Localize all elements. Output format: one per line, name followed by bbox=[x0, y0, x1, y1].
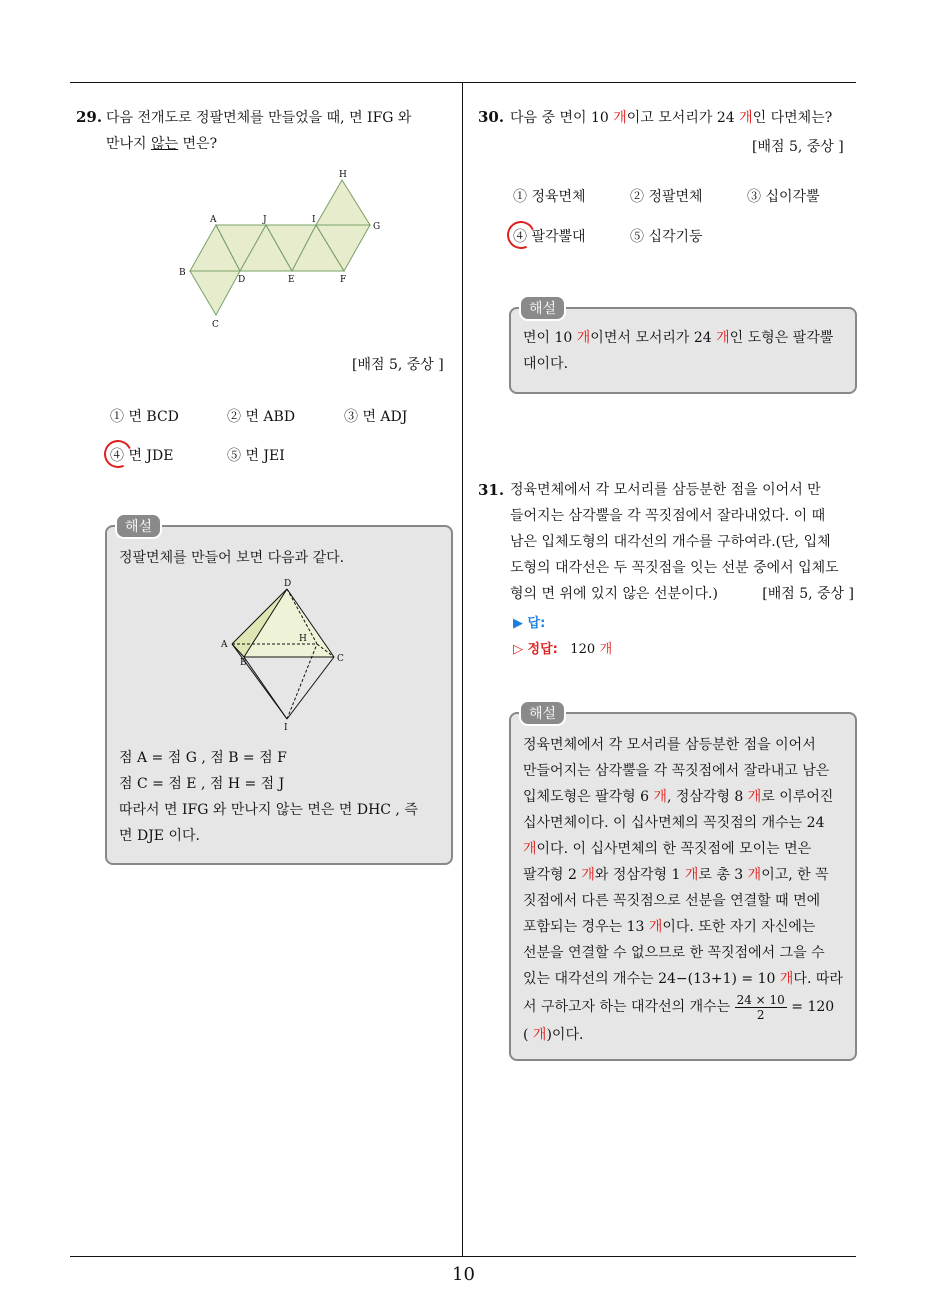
fraction bbox=[735, 993, 787, 1022]
explanation-line: 정육면체에서 각 모서리를 삼등분한 점을 이어서 bbox=[523, 737, 816, 753]
choice-2[interactable]: ② 면 ABD bbox=[227, 409, 296, 425]
explanation-line: 십사면체이다. 이 십사면체의 꼭짓점의 개수는 24 bbox=[523, 815, 825, 831]
text-segment: 팔각형 2 bbox=[523, 867, 582, 883]
correct-answer-row bbox=[513, 638, 612, 657]
choice-2[interactable]: ② 정팔면체 bbox=[630, 189, 703, 205]
octahedron-label: I bbox=[284, 723, 288, 733]
explanation-intro: 정팔면체를 만들어 보면 다음과 같다. bbox=[119, 550, 345, 566]
explanation-line: 따라서 면 IFG 와 만나지 않는 면은 면 DHC , 즉 bbox=[119, 802, 418, 818]
answer-label: ▶ 답: bbox=[513, 616, 546, 631]
text-segment: 형의 면 위에 있지 않은 선분이다.) bbox=[510, 586, 718, 602]
octahedron-figure bbox=[212, 577, 352, 733]
question-line: 남은 입체도형의 대각선의 개수를 구하여라.(단, 입체 bbox=[510, 534, 831, 550]
text-segment: 있는 대각선의 개수는 24−(13+1) = 10 bbox=[523, 971, 780, 987]
explanation-box bbox=[509, 706, 857, 1061]
question-line bbox=[106, 131, 456, 157]
question-number: 30. bbox=[478, 108, 505, 126]
explanation-line bbox=[523, 784, 855, 810]
text-segment: 다음 중 면이 10 bbox=[510, 110, 614, 126]
explanation-line bbox=[523, 325, 853, 351]
text-segment: 로 이루어진 bbox=[761, 789, 834, 805]
correct-answer-unit: 개 bbox=[599, 642, 613, 657]
column-divider bbox=[462, 83, 463, 1256]
explanation-line bbox=[523, 1022, 855, 1048]
score-label: [배점 5, 중상 ] bbox=[752, 139, 844, 155]
text-segment: 이고 모서리가 24 bbox=[626, 110, 740, 126]
text-segment: 인 도형은 팔각뿔 bbox=[729, 330, 834, 346]
explanation-line: 대이다. bbox=[523, 356, 569, 372]
explanation-body bbox=[523, 325, 853, 377]
explanation-line: 점 C = 점 E , 점 H = 점 J bbox=[119, 776, 285, 792]
question-number: 29. bbox=[76, 108, 103, 126]
unit-highlight: 개 bbox=[684, 867, 699, 883]
explanation-line bbox=[523, 862, 855, 888]
explanation-line: 점 A = 점 G , 점 B = 점 F bbox=[119, 750, 287, 766]
octahedron-label: C bbox=[337, 654, 344, 664]
question-line bbox=[510, 105, 860, 131]
text-segment: 이면서 모서리가 24 bbox=[590, 330, 717, 346]
unit-highlight: 개 bbox=[747, 789, 762, 805]
explanation-body bbox=[119, 745, 449, 849]
unit-highlight: 개 bbox=[716, 330, 730, 346]
correct-answer-mark bbox=[503, 217, 539, 253]
bottom-rule bbox=[70, 1256, 856, 1257]
unit-highlight: 개 bbox=[613, 110, 627, 126]
octahedron-label: B bbox=[240, 658, 247, 668]
net-face bbox=[316, 180, 370, 225]
explanation-body bbox=[523, 732, 855, 1048]
net-label: D bbox=[238, 275, 246, 285]
text-segment: 서 구하고자 하는 대각선의 개수는 bbox=[523, 999, 731, 1015]
net-label: H bbox=[339, 170, 347, 180]
underlined-word: 않는 bbox=[151, 136, 179, 152]
correct-answer-mark bbox=[100, 436, 136, 472]
unit-highlight: 개 bbox=[648, 919, 663, 935]
explanation-line bbox=[523, 966, 855, 992]
choice-5[interactable]: ⑤ 면 JEI bbox=[227, 448, 285, 464]
explanation-line bbox=[523, 914, 855, 940]
unit-highlight: 개 bbox=[779, 971, 794, 987]
explanation-box bbox=[509, 301, 857, 394]
unit-highlight: 개 bbox=[576, 330, 591, 346]
question-line: 들어지는 삼각뿔을 각 꼭짓점에서 잘라내었다. 이 때 bbox=[510, 508, 826, 524]
text-segment: 면이 10 bbox=[523, 330, 577, 346]
question-line: 다음 전개도로 정팔면체를 만들었을 때, 면 IFG 와 bbox=[106, 110, 412, 126]
net-label: B bbox=[179, 268, 186, 278]
net-label: G bbox=[373, 222, 381, 232]
unit-highlight: 개 bbox=[653, 789, 667, 805]
text-segment: 다. 따라 bbox=[793, 971, 843, 987]
choice-4[interactable]: ④ 팔각뿔대 bbox=[513, 229, 586, 245]
net-label: J bbox=[263, 215, 267, 225]
explanation-line bbox=[523, 836, 855, 862]
question-number: 31. bbox=[478, 481, 505, 499]
choice-1[interactable]: ① 면 BCD bbox=[110, 409, 179, 425]
choice-3[interactable]: ③ 면 ADJ bbox=[344, 409, 408, 425]
score-label: [배점 5, 중상 ] bbox=[352, 357, 444, 373]
text-segment: 만나지 bbox=[106, 136, 152, 152]
net-label: I bbox=[312, 215, 316, 225]
octahedron-label: A bbox=[221, 640, 228, 650]
explanation-tag: 해설 bbox=[519, 295, 566, 321]
octahedron-label: D bbox=[284, 579, 292, 589]
fraction-numerator: 24 × 10 bbox=[736, 992, 785, 1007]
choice-5[interactable]: ⑤ 십각기둥 bbox=[630, 229, 703, 245]
question-line: 정육면체에서 각 모서리를 삼등분한 점을 이어서 만 bbox=[510, 482, 821, 498]
choice-3[interactable]: ③ 십이각뿔 bbox=[747, 189, 820, 205]
text-segment: 이다. 또한 자기 자신에는 bbox=[662, 919, 816, 935]
page-number: 10 bbox=[452, 1264, 475, 1285]
text-segment: )이다. bbox=[546, 1027, 584, 1043]
fraction-denominator: 2 bbox=[756, 1007, 765, 1022]
explanation-line bbox=[523, 992, 855, 1022]
text-segment: 이다. 이 십사면체의 한 꼭짓점에 모이는 면은 bbox=[536, 841, 812, 857]
text-segment: 포함되는 경우는 13 bbox=[523, 919, 649, 935]
text-segment: = 120 bbox=[791, 999, 835, 1015]
question-line: 도형의 대각선은 두 꼭짓점을 잇는 선분 중에서 입체도 bbox=[510, 560, 839, 576]
text-segment: 이고, 한 꼭 bbox=[761, 867, 829, 883]
text-segment: 로 총 3 bbox=[698, 867, 748, 883]
explanation-tag: 해설 bbox=[519, 700, 566, 726]
net-label: F bbox=[340, 275, 347, 285]
text-segment: 입체도형은 팔각형 6 bbox=[523, 789, 654, 805]
explanation-line: 면 DJE 이다. bbox=[119, 828, 200, 844]
text-segment: 인 다면체는? bbox=[752, 110, 833, 126]
choice-1[interactable]: ① 정육면체 bbox=[513, 189, 586, 205]
question-text bbox=[106, 105, 456, 157]
net-face bbox=[190, 271, 240, 315]
explanation-line: 선분을 연결할 수 없으므로 한 꼭짓점에서 그을 수 bbox=[523, 945, 825, 961]
octahedron-label: H bbox=[299, 634, 307, 644]
text-segment: , 정삼각형 8 bbox=[666, 789, 748, 805]
question-text bbox=[510, 477, 860, 607]
correct-answer-label: ▷ 정답: bbox=[513, 642, 558, 657]
text-segment: 면은? bbox=[178, 136, 218, 152]
unit-highlight: 개 bbox=[747, 867, 762, 883]
net-label: A bbox=[210, 215, 217, 225]
explanation-tag: 해설 bbox=[115, 513, 162, 539]
choice-4[interactable]: ④ 면 JDE bbox=[110, 448, 174, 464]
unit-highlight: 개 bbox=[523, 841, 537, 857]
net-label: E bbox=[288, 275, 295, 285]
explanation-line: 만들어지는 삼각뿔을 각 꼭짓점에서 잘라내고 남은 bbox=[523, 763, 830, 779]
text-segment: 와 정삼각형 1 bbox=[594, 867, 685, 883]
unit-highlight: 개 bbox=[532, 1027, 547, 1043]
question-line bbox=[510, 581, 860, 607]
explanation-line: 짓점에서 다른 꼭짓점으로 선분을 연결할 때 면에 bbox=[523, 893, 821, 909]
net-label: C bbox=[212, 320, 219, 330]
correct-answer-value: 120 bbox=[570, 642, 596, 657]
explanation-box bbox=[105, 519, 453, 865]
score-label: [배점 5, 중상 ] bbox=[762, 586, 854, 602]
text-segment: ( bbox=[523, 1027, 533, 1043]
octahedron-net-figure bbox=[170, 165, 390, 335]
question-text bbox=[510, 105, 860, 131]
unit-highlight: 개 bbox=[739, 110, 753, 126]
top-rule bbox=[70, 82, 856, 83]
unit-highlight: 개 bbox=[581, 867, 595, 883]
